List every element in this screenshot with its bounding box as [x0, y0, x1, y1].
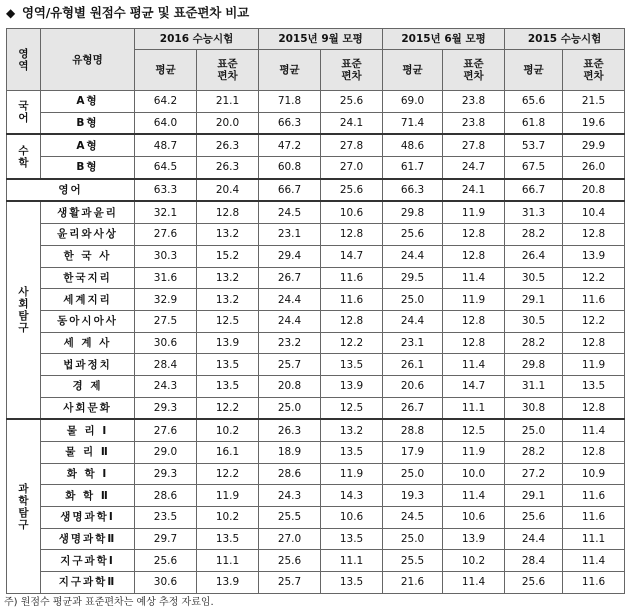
table-row — [7, 463, 625, 485]
header-mean: 평균 — [259, 50, 321, 91]
header-type: 유형명 — [41, 29, 135, 91]
value-cell: 48.6 — [383, 134, 443, 156]
table-row — [7, 442, 625, 464]
value-cell: 11.6 — [321, 267, 383, 289]
value-cell: 12.5 — [197, 310, 259, 332]
value-cell: 64.2 — [135, 91, 197, 113]
type-label: 사회문화 — [41, 397, 135, 419]
table-row — [7, 310, 625, 332]
table-row — [7, 224, 625, 246]
value-cell: 64.0 — [135, 112, 197, 134]
value-cell: 25.0 — [383, 289, 443, 311]
value-cell: 65.6 — [505, 91, 563, 113]
header-exam: 2015년 9월 모평 — [259, 29, 383, 50]
value-cell: 10.6 — [443, 507, 505, 529]
value-cell: 29.8 — [383, 201, 443, 223]
value-cell: 26.3 — [259, 419, 321, 441]
value-cell: 23.8 — [443, 112, 505, 134]
value-cell: 12.8 — [321, 224, 383, 246]
value-cell: 61.8 — [505, 112, 563, 134]
value-cell: 29.0 — [135, 442, 197, 464]
value-cell: 21.6 — [383, 572, 443, 594]
value-cell: 25.0 — [259, 397, 321, 419]
value-cell: 28.2 — [505, 224, 563, 246]
value-cell: 48.7 — [135, 134, 197, 156]
type-label: 생활과윤리 — [41, 201, 135, 223]
value-cell: 28.6 — [135, 485, 197, 507]
value-cell: 66.3 — [259, 112, 321, 134]
value-cell: 13.2 — [321, 419, 383, 441]
value-cell: 26.0 — [563, 157, 625, 179]
value-cell: 28.4 — [135, 354, 197, 376]
table-row — [7, 572, 625, 594]
table-row — [7, 201, 625, 223]
value-cell: 12.8 — [197, 201, 259, 223]
value-cell: 30.6 — [135, 572, 197, 594]
score-comparison-table — [6, 28, 625, 594]
table-row — [7, 528, 625, 550]
value-cell: 13.2 — [197, 289, 259, 311]
value-cell: 24.4 — [259, 310, 321, 332]
value-cell: 24.4 — [505, 528, 563, 550]
value-cell: 69.0 — [383, 91, 443, 113]
type-label: 지구과학Ⅰ — [41, 550, 135, 572]
value-cell: 20.8 — [259, 375, 321, 397]
value-cell: 28.2 — [505, 442, 563, 464]
header-sd: 표준 편차 — [443, 50, 505, 91]
table-row — [7, 245, 625, 267]
value-cell: 21.1 — [197, 91, 259, 113]
type-label: 경 제 — [41, 375, 135, 397]
value-cell: 11.9 — [563, 354, 625, 376]
value-cell: 24.3 — [135, 375, 197, 397]
value-cell: 25.7 — [259, 354, 321, 376]
footnote: 주) 원점수 평균과 표준편차는 예상 추정 자료임. — [4, 597, 214, 608]
value-cell: 66.7 — [259, 179, 321, 202]
value-cell: 25.6 — [135, 550, 197, 572]
value-cell: 27.0 — [259, 528, 321, 550]
value-cell: 25.6 — [321, 179, 383, 202]
header-exam: 2015년 6월 모평 — [383, 29, 505, 50]
value-cell: 11.4 — [563, 550, 625, 572]
value-cell: 61.7 — [383, 157, 443, 179]
table-row — [7, 419, 625, 441]
value-cell: 20.8 — [563, 179, 625, 202]
value-cell: 13.9 — [197, 572, 259, 594]
area-label: 수 학 — [7, 134, 41, 178]
table-row — [7, 485, 625, 507]
value-cell: 13.2 — [197, 267, 259, 289]
value-cell: 14.7 — [321, 245, 383, 267]
value-cell: 53.7 — [505, 134, 563, 156]
header-mean: 평균 — [135, 50, 197, 91]
table-row — [7, 550, 625, 572]
table-row — [7, 179, 625, 202]
value-cell: 10.0 — [443, 463, 505, 485]
type-label: B형 — [41, 112, 135, 134]
table-row — [7, 397, 625, 419]
value-cell: 12.8 — [443, 332, 505, 354]
value-cell: 12.8 — [443, 310, 505, 332]
value-cell: 26.7 — [259, 267, 321, 289]
type-label: 세계지리 — [41, 289, 135, 311]
value-cell: 23.5 — [135, 507, 197, 529]
value-cell: 24.3 — [259, 485, 321, 507]
value-cell: 11.1 — [197, 550, 259, 572]
value-cell: 12.5 — [443, 419, 505, 441]
value-cell: 27.6 — [135, 419, 197, 441]
value-cell: 29.4 — [259, 245, 321, 267]
value-cell: 28.8 — [383, 419, 443, 441]
header-sd: 표준 편차 — [197, 50, 259, 91]
value-cell: 14.3 — [321, 485, 383, 507]
value-cell: 32.9 — [135, 289, 197, 311]
title-text: 영역/유형별 원점수 평균 및 표준편차 비교 — [22, 5, 250, 20]
value-cell: 12.2 — [197, 463, 259, 485]
value-cell: 13.5 — [321, 354, 383, 376]
value-cell: 10.6 — [321, 507, 383, 529]
value-cell: 60.8 — [259, 157, 321, 179]
value-cell: 18.9 — [259, 442, 321, 464]
value-cell: 25.6 — [505, 507, 563, 529]
value-cell: 11.4 — [443, 267, 505, 289]
value-cell: 23.8 — [443, 91, 505, 113]
value-cell: 25.6 — [259, 550, 321, 572]
value-cell: 20.4 — [197, 179, 259, 202]
value-cell: 27.0 — [321, 157, 383, 179]
value-cell: 31.3 — [505, 201, 563, 223]
value-cell: 31.6 — [135, 267, 197, 289]
value-cell: 11.4 — [443, 354, 505, 376]
value-cell: 11.6 — [563, 572, 625, 594]
value-cell: 63.3 — [135, 179, 197, 202]
document-title — [6, 2, 249, 24]
value-cell: 27.8 — [443, 134, 505, 156]
value-cell: 24.5 — [259, 201, 321, 223]
value-cell: 11.9 — [321, 463, 383, 485]
value-cell: 25.5 — [259, 507, 321, 529]
value-cell: 25.6 — [505, 572, 563, 594]
value-cell: 20.6 — [383, 375, 443, 397]
value-cell: 30.8 — [505, 397, 563, 419]
value-cell: 11.4 — [443, 485, 505, 507]
value-cell: 71.4 — [383, 112, 443, 134]
type-label: 화 학 Ⅰ — [41, 463, 135, 485]
table-row — [7, 507, 625, 529]
value-cell: 20.0 — [197, 112, 259, 134]
table-row — [7, 354, 625, 376]
value-cell: 25.0 — [383, 463, 443, 485]
type-label: 물 리 Ⅱ — [41, 442, 135, 464]
value-cell: 27.8 — [321, 134, 383, 156]
value-cell: 13.9 — [197, 332, 259, 354]
value-cell: 13.5 — [197, 354, 259, 376]
value-cell: 12.8 — [443, 245, 505, 267]
area-label: 사 회 탐 구 — [7, 201, 41, 419]
value-cell: 24.1 — [321, 112, 383, 134]
value-cell: 12.2 — [563, 267, 625, 289]
value-cell: 26.7 — [383, 397, 443, 419]
value-cell: 13.5 — [321, 528, 383, 550]
value-cell: 11.9 — [443, 442, 505, 464]
value-cell: 29.1 — [505, 289, 563, 311]
type-label: 윤리와사상 — [41, 224, 135, 246]
value-cell: 26.3 — [197, 157, 259, 179]
value-cell: 66.7 — [505, 179, 563, 202]
value-cell: 17.9 — [383, 442, 443, 464]
value-cell: 13.9 — [443, 528, 505, 550]
value-cell: 29.7 — [135, 528, 197, 550]
value-cell: 11.4 — [563, 419, 625, 441]
value-cell: 10.4 — [563, 201, 625, 223]
value-cell: 13.2 — [197, 224, 259, 246]
value-cell: 24.1 — [443, 179, 505, 202]
value-cell: 13.9 — [321, 375, 383, 397]
value-cell: 12.8 — [321, 310, 383, 332]
header-area: 영 역 — [7, 29, 41, 91]
value-cell: 11.6 — [563, 289, 625, 311]
value-cell: 71.8 — [259, 91, 321, 113]
value-cell: 16.1 — [197, 442, 259, 464]
header-sd: 표준 편차 — [563, 50, 625, 91]
value-cell: 24.4 — [259, 289, 321, 311]
value-cell: 29.9 — [563, 134, 625, 156]
value-cell: 24.4 — [383, 245, 443, 267]
table-row — [7, 157, 625, 179]
value-cell: 19.6 — [563, 112, 625, 134]
value-cell: 13.5 — [563, 375, 625, 397]
value-cell: 24.5 — [383, 507, 443, 529]
table-row — [7, 134, 625, 156]
value-cell: 26.3 — [197, 134, 259, 156]
value-cell: 10.2 — [443, 550, 505, 572]
value-cell: 10.2 — [197, 507, 259, 529]
type-label: 지구과학Ⅱ — [41, 572, 135, 594]
value-cell: 32.1 — [135, 201, 197, 223]
area-label: 국 어 — [7, 91, 41, 135]
value-cell: 12.8 — [563, 397, 625, 419]
value-cell: 28.4 — [505, 550, 563, 572]
table-row — [7, 91, 625, 113]
value-cell: 66.3 — [383, 179, 443, 202]
value-cell: 47.2 — [259, 134, 321, 156]
type-label: A형 — [41, 91, 135, 113]
value-cell: 30.5 — [505, 267, 563, 289]
value-cell: 64.5 — [135, 157, 197, 179]
value-cell: 19.3 — [383, 485, 443, 507]
type-label: 한국지리 — [41, 267, 135, 289]
table-row — [7, 332, 625, 354]
type-label: 생명과학Ⅱ — [41, 528, 135, 550]
value-cell: 21.5 — [563, 91, 625, 113]
header-mean: 평균 — [383, 50, 443, 91]
value-cell: 30.3 — [135, 245, 197, 267]
value-cell: 12.2 — [197, 397, 259, 419]
value-cell: 12.8 — [563, 442, 625, 464]
value-cell: 12.2 — [321, 332, 383, 354]
value-cell: 29.5 — [383, 267, 443, 289]
value-cell: 27.6 — [135, 224, 197, 246]
value-cell: 11.9 — [443, 289, 505, 311]
value-cell: 29.3 — [135, 397, 197, 419]
value-cell: 11.4 — [443, 572, 505, 594]
value-cell: 13.9 — [563, 245, 625, 267]
table-row — [7, 267, 625, 289]
value-cell: 11.6 — [563, 485, 625, 507]
table-row — [7, 289, 625, 311]
value-cell: 24.4 — [383, 310, 443, 332]
diamond-bullet-icon: ◆ — [6, 6, 16, 20]
type-label: B형 — [41, 157, 135, 179]
type-label: 물 리 Ⅰ — [41, 419, 135, 441]
value-cell: 12.8 — [563, 224, 625, 246]
value-cell: 10.2 — [197, 419, 259, 441]
type-label: 법과정치 — [41, 354, 135, 376]
value-cell: 10.6 — [321, 201, 383, 223]
header-exam: 2016 수능시험 — [135, 29, 259, 50]
value-cell: 23.1 — [383, 332, 443, 354]
value-cell: 27.5 — [135, 310, 197, 332]
value-cell: 11.1 — [563, 528, 625, 550]
value-cell: 28.2 — [505, 332, 563, 354]
value-cell: 13.5 — [197, 528, 259, 550]
value-cell: 30.6 — [135, 332, 197, 354]
value-cell: 12.8 — [563, 332, 625, 354]
value-cell: 67.5 — [505, 157, 563, 179]
value-cell: 25.0 — [383, 528, 443, 550]
value-cell: 13.5 — [197, 375, 259, 397]
value-cell: 23.1 — [259, 224, 321, 246]
table-row — [7, 375, 625, 397]
value-cell: 11.1 — [321, 550, 383, 572]
type-label: 한 국 사 — [41, 245, 135, 267]
value-cell: 12.5 — [321, 397, 383, 419]
value-cell: 12.8 — [443, 224, 505, 246]
value-cell: 11.6 — [321, 289, 383, 311]
value-cell: 11.9 — [443, 201, 505, 223]
table-row — [7, 112, 625, 134]
area-label: 과 학 탐 구 — [7, 419, 41, 593]
type-label: 동아시아사 — [41, 310, 135, 332]
header-exam: 2015 수능시험 — [505, 29, 625, 50]
value-cell: 11.1 — [443, 397, 505, 419]
value-cell: 23.2 — [259, 332, 321, 354]
value-cell: 26.1 — [383, 354, 443, 376]
value-cell: 25.7 — [259, 572, 321, 594]
value-cell: 13.5 — [321, 442, 383, 464]
value-cell: 30.5 — [505, 310, 563, 332]
value-cell: 31.1 — [505, 375, 563, 397]
type-label: 화 학 Ⅱ — [41, 485, 135, 507]
value-cell: 25.6 — [383, 224, 443, 246]
value-cell: 29.8 — [505, 354, 563, 376]
value-cell: 11.9 — [197, 485, 259, 507]
value-cell: 29.3 — [135, 463, 197, 485]
value-cell: 25.0 — [505, 419, 563, 441]
value-cell: 15.2 — [197, 245, 259, 267]
header-sd: 표준 편차 — [321, 50, 383, 91]
value-cell: 12.2 — [563, 310, 625, 332]
type-label: A형 — [41, 134, 135, 156]
value-cell: 25.5 — [383, 550, 443, 572]
value-cell: 10.9 — [563, 463, 625, 485]
value-cell: 26.4 — [505, 245, 563, 267]
type-label: 세 계 사 — [41, 332, 135, 354]
value-cell: 29.1 — [505, 485, 563, 507]
row-label: 영어 — [7, 179, 135, 202]
value-cell: 25.6 — [321, 91, 383, 113]
value-cell: 11.6 — [563, 507, 625, 529]
value-cell: 27.2 — [505, 463, 563, 485]
header-mean: 평균 — [505, 50, 563, 91]
value-cell: 24.7 — [443, 157, 505, 179]
value-cell: 28.6 — [259, 463, 321, 485]
type-label: 생명과학Ⅰ — [41, 507, 135, 529]
value-cell: 13.5 — [321, 572, 383, 594]
value-cell: 14.7 — [443, 375, 505, 397]
